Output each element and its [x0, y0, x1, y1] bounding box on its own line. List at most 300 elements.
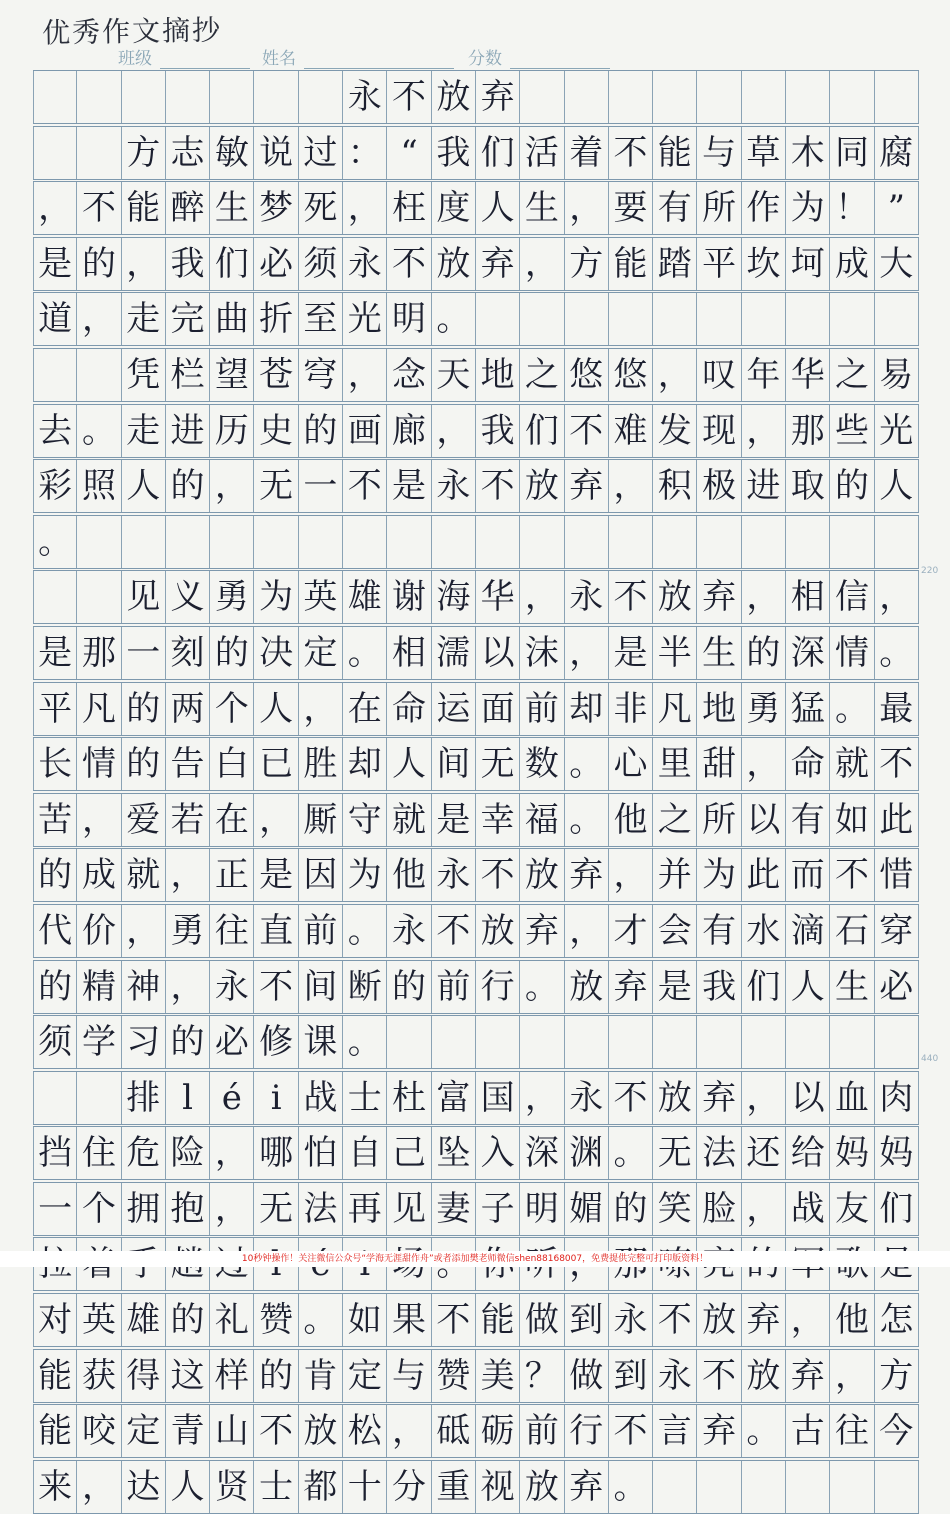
essay-title-char: 弃: [476, 71, 520, 123]
essay-char: 进: [742, 460, 786, 512]
essay-char: ，: [565, 182, 609, 234]
essay-char: 守: [343, 794, 387, 846]
grid-cell: [697, 1461, 741, 1513]
grid-cell: [742, 1461, 786, 1513]
essay-char: 放: [520, 1461, 564, 1513]
essay-char: 放: [653, 1072, 697, 1124]
essay-char: 华: [786, 349, 830, 401]
essay-char: 光: [875, 405, 919, 457]
essay-char: 相: [786, 571, 830, 623]
grid-cell: [122, 71, 166, 123]
essay-char: 地: [476, 349, 520, 401]
grid-cell: [210, 516, 254, 568]
essay-char: ，: [77, 293, 121, 345]
grid-cell: [520, 1016, 564, 1068]
essay-char: 以: [786, 1072, 830, 1124]
grid-cell: [830, 1016, 874, 1068]
essay-char: 的: [742, 627, 786, 679]
essay-char: 无: [254, 460, 298, 512]
essay-char: 怎: [875, 1294, 919, 1346]
essay-char: 所: [697, 182, 741, 234]
essay-char: 成: [77, 849, 121, 901]
essay-char: 行: [565, 1405, 609, 1457]
essay-char: 大: [875, 238, 919, 290]
essay-char: 做: [520, 1294, 564, 1346]
essay-char: 代: [33, 905, 77, 957]
essay-char: 水: [742, 905, 786, 957]
grid-cell: [210, 71, 254, 123]
essay-char: 里: [653, 738, 697, 790]
char-count-220: 220: [921, 566, 939, 576]
essay-char: ，: [609, 460, 653, 512]
essay-char: 弃: [565, 1461, 609, 1513]
essay-char: 。: [33, 516, 77, 568]
essay-char: 的: [166, 460, 210, 512]
essay-char: 弃: [565, 849, 609, 901]
essay-char: ，: [742, 1072, 786, 1124]
grid-cell: [875, 293, 919, 345]
essay-char: ，: [520, 1072, 564, 1124]
essay-char: 课: [299, 1016, 343, 1068]
essay-char: 厮: [299, 794, 343, 846]
essay-char: 直: [254, 905, 298, 957]
essay-char: é: [210, 1072, 254, 1124]
essay-char: ，: [520, 571, 564, 623]
essay-char: 。: [742, 1405, 786, 1457]
essay-char: 为: [697, 849, 741, 901]
essay-char: 人: [476, 182, 520, 234]
essay-char: 运: [432, 683, 476, 735]
essay-char: 却: [565, 683, 609, 735]
essay-char: 年: [742, 349, 786, 401]
essay-char: 平: [697, 238, 741, 290]
essay-char: 学: [77, 1016, 121, 1068]
grid-cell: [254, 516, 298, 568]
essay-char: 相: [387, 627, 431, 679]
essay-char: 雄: [122, 1294, 166, 1346]
essay-char: ！: [830, 182, 874, 234]
essay-char: 为: [343, 849, 387, 901]
grid-row: [33, 348, 919, 402]
essay-char: 望: [210, 349, 254, 401]
grid-row: [33, 682, 919, 736]
essay-char: 廊: [387, 405, 431, 457]
score-field[interactable]: [510, 50, 610, 69]
essay-char: 到: [609, 1350, 653, 1402]
essay-char: 的: [33, 849, 77, 901]
essay-char: 赞: [254, 1294, 298, 1346]
essay-char: 放: [742, 1350, 786, 1402]
essay-char: 做: [565, 1350, 609, 1402]
essay-char: 折: [254, 293, 298, 345]
essay-char: 青: [166, 1405, 210, 1457]
essay-char: 的: [210, 627, 254, 679]
essay-char: 放: [299, 1405, 343, 1457]
essay-char: 明: [520, 1183, 564, 1235]
essay-char: 彩: [33, 460, 77, 512]
essay-char: 这: [166, 1350, 210, 1402]
essay-char: 生: [210, 182, 254, 234]
grid-cell: [786, 293, 830, 345]
essay-char: 至: [299, 293, 343, 345]
essay-char: 战: [786, 1183, 830, 1235]
essay-char: 与: [697, 127, 741, 179]
essay-char: 会: [653, 905, 697, 957]
essay-char: 两: [166, 683, 210, 735]
grid-cell: [33, 127, 77, 179]
essay-char: 史: [254, 405, 298, 457]
essay-char: 难: [609, 405, 653, 457]
essay-char: 妈: [875, 1127, 919, 1179]
essay-char: 历: [210, 405, 254, 457]
essay-char: 都: [299, 1461, 343, 1513]
essay-char: ，: [299, 683, 343, 735]
essay-char: 的: [77, 238, 121, 290]
essay-char: 是: [609, 627, 653, 679]
essay-char: 半: [653, 627, 697, 679]
essay-char: 抱: [166, 1183, 210, 1235]
grid-cell: [697, 71, 741, 123]
essay-char: 现: [697, 405, 741, 457]
essay-char: 以: [476, 627, 520, 679]
essay-title-char: 永: [343, 71, 387, 123]
score-label: 分数: [468, 49, 502, 69]
essay-char: 不: [609, 571, 653, 623]
essay-title-char: 不: [387, 71, 431, 123]
grid-cell: [387, 516, 431, 568]
essay-char: 不: [343, 460, 387, 512]
grid-row: [33, 1015, 919, 1069]
grid-cell: [609, 71, 653, 123]
essay-char: 才: [609, 905, 653, 957]
essay-char: 是: [33, 238, 77, 290]
essay-char: 情: [830, 627, 874, 679]
grid-cell: [875, 71, 919, 123]
essay-char: 义: [166, 571, 210, 623]
essay-char: 分: [387, 1461, 431, 1513]
essay-char: 果: [387, 1294, 431, 1346]
essay-char: 永: [565, 571, 609, 623]
essay-char: 英: [299, 571, 343, 623]
essay-char: 雄: [343, 571, 387, 623]
essay-char: 在: [210, 794, 254, 846]
essay-char: 悠: [609, 349, 653, 401]
essay-char: 不: [387, 238, 431, 290]
essay-char: 前: [299, 905, 343, 957]
essay-char: 不: [476, 849, 520, 901]
essay-char: 那: [786, 405, 830, 457]
essay-char: 不: [875, 738, 919, 790]
essay-char: 穿: [875, 905, 919, 957]
essay-char: 就: [122, 849, 166, 901]
essay-char: 砥: [432, 1405, 476, 1457]
essay-char: 说: [254, 127, 298, 179]
grid-cell: [609, 516, 653, 568]
essay-char: 对: [33, 1294, 77, 1346]
grid-cell: [33, 71, 77, 123]
essay-char: 白: [210, 738, 254, 790]
essay-char: 。: [609, 1461, 653, 1513]
essay-char: 弃: [697, 1072, 741, 1124]
essay-char: 弃: [697, 1405, 741, 1457]
grid-cell: [432, 516, 476, 568]
essay-char: 人: [122, 460, 166, 512]
essay-char: 战: [299, 1072, 343, 1124]
essay-char: 定: [343, 1350, 387, 1402]
essay-char: 哪: [254, 1127, 298, 1179]
essay-char: 不: [432, 1294, 476, 1346]
essay-char: 神: [122, 961, 166, 1013]
essay-char: 进: [166, 405, 210, 457]
essay-char: 我: [697, 961, 741, 1013]
essay-char: 给: [786, 1127, 830, 1179]
essay-char: 深: [786, 627, 830, 679]
essay-char: 子: [476, 1183, 520, 1235]
grid-cell: [697, 516, 741, 568]
grid-cell: [697, 1016, 741, 1068]
grid-cell: [565, 71, 609, 123]
essay-char: 的: [299, 405, 343, 457]
essay-char: 获: [77, 1350, 121, 1402]
essay-char: 如: [830, 794, 874, 846]
grid-cell: [653, 71, 697, 123]
essay-char: 决: [254, 627, 298, 679]
essay-char: 若: [166, 794, 210, 846]
essay-char: ，: [343, 349, 387, 401]
grid-cell: [299, 516, 343, 568]
grid-row: [33, 848, 919, 902]
essay-char: 无: [476, 738, 520, 790]
grid-cell: [166, 516, 210, 568]
grid-row: [33, 737, 919, 791]
essay-char: 不: [254, 961, 298, 1013]
essay-char: 刻: [166, 627, 210, 679]
essay-char: 拥: [122, 1183, 166, 1235]
essay-char: 英: [77, 1294, 121, 1346]
essay-char: 险: [166, 1127, 210, 1179]
essay-char: 志: [166, 127, 210, 179]
grid-cell: [520, 516, 564, 568]
essay-char: 信: [830, 571, 874, 623]
grid-cell: [830, 71, 874, 123]
class-label: 班级: [118, 49, 152, 69]
grid-row: [33, 515, 919, 569]
essay-char: 前: [520, 683, 564, 735]
essay-char: 照: [77, 460, 121, 512]
essay-char: 。: [520, 961, 564, 1013]
essay-char: 却: [343, 738, 387, 790]
essay-char: 在: [343, 683, 387, 735]
essay-char: 谢: [387, 571, 431, 623]
essay-char: ，: [210, 1183, 254, 1235]
grid-cell: [742, 293, 786, 345]
essay-char: ，: [210, 460, 254, 512]
essay-char: 画: [343, 405, 387, 457]
essay-char: ？: [520, 1350, 564, 1402]
essay-char: 必: [875, 961, 919, 1013]
essay-char: 爱: [122, 794, 166, 846]
essay-char: 他: [609, 794, 653, 846]
essay-char: 永: [343, 238, 387, 290]
grid-cell: [432, 1016, 476, 1068]
essay-char: 方: [875, 1350, 919, 1402]
grid-cell: [520, 293, 564, 345]
essay-char: 自: [343, 1127, 387, 1179]
grid-cell: [343, 516, 387, 568]
essay-char: ，: [343, 182, 387, 234]
essay-char: 惜: [875, 849, 919, 901]
essay-char: 定: [299, 627, 343, 679]
grid-cell: [875, 516, 919, 568]
essay-char: 之: [653, 794, 697, 846]
essay-char: 不: [609, 1405, 653, 1457]
essay-char: 情: [77, 738, 121, 790]
grid-cell: [299, 71, 343, 123]
essay-char: 。: [565, 738, 609, 790]
essay-char: 。: [830, 683, 874, 735]
grid-row: [33, 1293, 919, 1347]
grid-cell: [520, 71, 564, 123]
essay-char: 弃: [697, 571, 741, 623]
essay-char: 永: [609, 1294, 653, 1346]
essay-char: 醉: [166, 182, 210, 234]
grid-cell: [33, 349, 77, 401]
essay-char: 渊: [565, 1127, 609, 1179]
essay-char: ，: [742, 405, 786, 457]
essay-char: 不: [609, 1072, 653, 1124]
grid-cell: [77, 127, 121, 179]
essay-char: 坠: [432, 1127, 476, 1179]
essay-char: 悠: [565, 349, 609, 401]
essay-char: 弃: [520, 905, 564, 957]
essay-char: 勇: [166, 905, 210, 957]
essay-char: 为: [786, 182, 830, 234]
essay-char: 滴: [786, 905, 830, 957]
essay-char: 不: [609, 127, 653, 179]
grid-row: [33, 626, 919, 680]
essay-char: 笑: [653, 1183, 697, 1235]
essay-char: 是: [432, 794, 476, 846]
essay-char: 发: [653, 405, 697, 457]
essay-char: 有: [697, 905, 741, 957]
essay-char: 。: [343, 905, 387, 957]
grid-row: [33, 1182, 919, 1236]
essay-char: 与: [387, 1350, 431, 1402]
essay-char: 穹: [299, 349, 343, 401]
essay-char: 弃: [742, 1294, 786, 1346]
essay-char: 。: [609, 1127, 653, 1179]
essay-char: 士: [254, 1461, 298, 1513]
grid-row: [33, 1071, 919, 1125]
essay-char: 不: [476, 460, 520, 512]
essay-char: 挡: [33, 1127, 77, 1179]
essay-char: 妻: [432, 1183, 476, 1235]
essay-char: 杜: [387, 1072, 431, 1124]
grid-cell: [830, 293, 874, 345]
essay-char: 胜: [299, 738, 343, 790]
grid-cell: [77, 349, 121, 401]
essay-char: 去: [33, 405, 77, 457]
char-count-440: 440: [921, 1054, 939, 1064]
essay-char: 国: [476, 1072, 520, 1124]
essay-char: 媚: [565, 1183, 609, 1235]
essay-char: 永: [210, 961, 254, 1013]
essay-char: 猛: [786, 683, 830, 735]
grid-row: [33, 904, 919, 958]
essay-char: 必: [210, 1016, 254, 1068]
essay-char: 永: [565, 1072, 609, 1124]
essay-char: 着: [565, 127, 609, 179]
essay-char: 命: [786, 738, 830, 790]
essay-char: 的: [387, 961, 431, 1013]
essay-char: ，: [166, 849, 210, 901]
essay-char: 枉: [387, 182, 431, 234]
essay-char: 间: [432, 738, 476, 790]
essay-char: 永: [653, 1350, 697, 1402]
essay-char: 不: [565, 405, 609, 457]
essay-char: 放: [476, 905, 520, 957]
essay-char: 能: [609, 238, 653, 290]
grid-row: [33, 1126, 919, 1180]
essay-char: 天: [432, 349, 476, 401]
essay-char: 须: [299, 238, 343, 290]
essay-char: 坷: [786, 238, 830, 290]
essay-char: 福: [520, 794, 564, 846]
essay-char: 栏: [166, 349, 210, 401]
grid-cell: [742, 516, 786, 568]
grid-cell: [653, 1461, 697, 1513]
essay-char: 的: [830, 460, 874, 512]
essay-char: 生: [830, 961, 874, 1013]
essay-char: 念: [387, 349, 431, 401]
essay-char: 砺: [476, 1405, 520, 1457]
grid-cell: [875, 1016, 919, 1068]
essay-char: 重: [432, 1461, 476, 1513]
grid-cell: [653, 293, 697, 345]
essay-char: 能: [33, 1405, 77, 1457]
grid-row: [33, 570, 919, 624]
essay-char: ，: [122, 238, 166, 290]
name-field[interactable]: [304, 50, 454, 69]
essay-char: 到: [565, 1294, 609, 1346]
class-field[interactable]: [160, 50, 250, 69]
essay-char: 苦: [33, 794, 77, 846]
essay-char: 此: [875, 794, 919, 846]
essay-char: ，: [565, 905, 609, 957]
essay-char: 勇: [742, 683, 786, 735]
essay-char: ，: [742, 738, 786, 790]
essay-char: 凡: [77, 683, 121, 735]
grid-cell: [786, 1016, 830, 1068]
essay-char: 。: [299, 1294, 343, 1346]
essay-char: 凭: [122, 349, 166, 401]
grid-cell: [166, 71, 210, 123]
essay-char: 不: [830, 849, 874, 901]
essay-char: 不: [653, 1294, 697, 1346]
essay-char: ，: [254, 794, 298, 846]
essay-char: 易: [875, 349, 919, 401]
grid-cell: [387, 1016, 431, 1068]
grid-row: [33, 1349, 919, 1403]
essay-char: 梦: [254, 182, 298, 234]
essay-char: 能: [476, 1294, 520, 1346]
grid-cell: [875, 1461, 919, 1513]
grid-row: [33, 292, 919, 346]
essay-char: 们: [210, 238, 254, 290]
essay-char: 排: [122, 1072, 166, 1124]
grid-cell: [653, 516, 697, 568]
grid-cell: [786, 516, 830, 568]
